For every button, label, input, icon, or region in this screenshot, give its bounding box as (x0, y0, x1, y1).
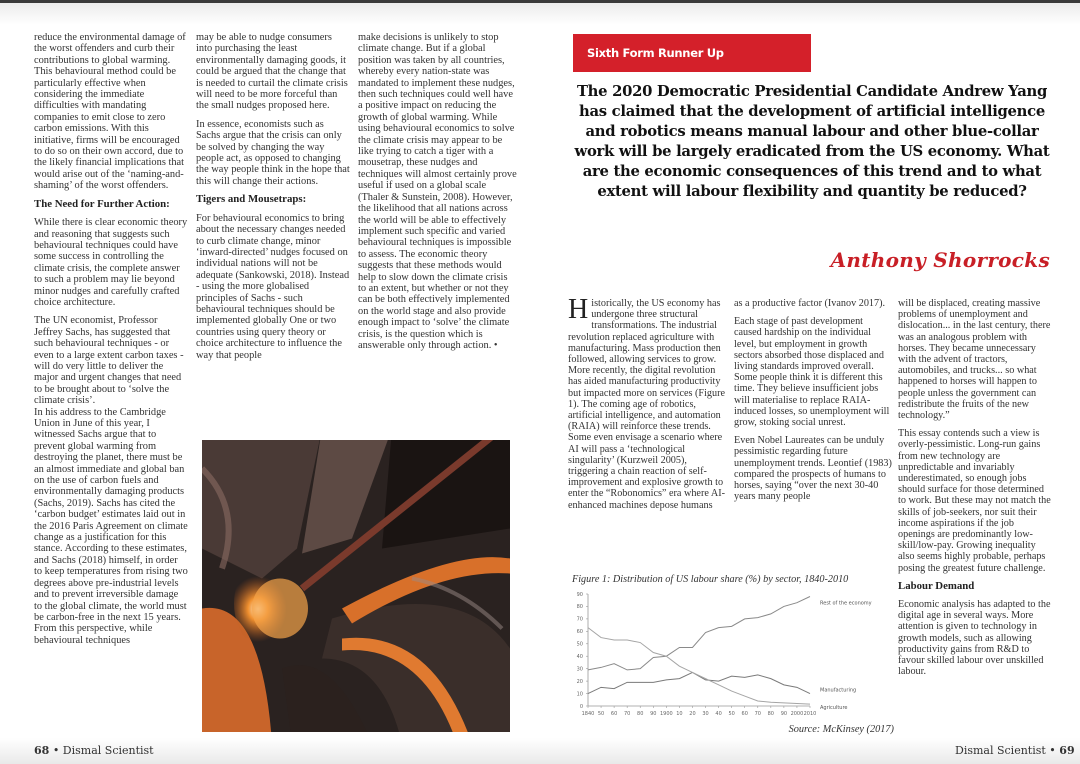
lava-photo (202, 440, 510, 732)
author-name: Anthony Shorrocks (830, 248, 1050, 272)
publication-title: Dismal Scientist • (955, 744, 1056, 757)
y-tick-label: 0 (579, 703, 583, 710)
x-tick-label: 60 (610, 711, 618, 717)
left-column-1 (34, 32, 188, 653)
x-tick-label: 30 (702, 711, 709, 717)
right-column-2 (734, 298, 892, 509)
x-tick-label: 90 (780, 711, 788, 717)
series-label: Manufacturing (820, 687, 857, 694)
series-label: Agriculture (820, 705, 848, 712)
y-tick-label: 60 (576, 629, 583, 636)
page-number: 68 (34, 744, 50, 757)
y-tick-label: 40 (576, 654, 583, 661)
y-tick-label: 30 (576, 666, 583, 673)
x-tick-label: 50 (597, 711, 605, 717)
paragraph: Each stage of past development caused hardship on the individual level, but employment in growth sectors absorbed those displaced and living standards improved overall. Some people think it is different this time. They believe insufficient jobs will materialise to replace RAIA-induced losses, so unemployment will grow, stoking social unrest. (734, 316, 890, 429)
paragraph: istorically, the US economy has undergone three structural transformations. The industrial revolution replaced agriculture with manufacturing. Mass production then followed, allowing services to grow. More recently, the digital revolution has aided manufacturing productivity but impacted more on services (Figure 1). The coming age of robotics, artificial intelligence, and automation (RAIA) will reinforce these trends. Some even envisage a scenario where AI will pass a ‘technological singularity’ (Kurzweil 2005), triggering a chain reaction of self-improvement and explosive growth to enter the “Robonomics” era where AI-enhanced machines depose humans (568, 298, 726, 511)
paragraph: reduce the environmental damage of the worst offenders and curb their contributions to global warming. This behavioural method could be particularly effective when considering the immediate difficulties with mandating companies to emit close to zero carbon emissions. With this initiative, firms will be encouraged to do so on their own accord, due to the likely financial implications that would arise out of the ‘naming-and-shaming’ of the worst offenders. (34, 32, 186, 192)
y-tick-label: 10 (576, 691, 583, 698)
section-heading-further-action: The Need for Further Action: (34, 197, 170, 210)
series-line-agriculture (588, 628, 810, 705)
paragraph: The UN economist, Professor Jeffrey Sachs, has suggested that such behavioural techniques - or even to a large extent carbon taxes - will do very little to deliver the major and urgent changes that need to be brought about to ‘solve the climate crisis’. (34, 315, 184, 407)
left-column-3 (358, 32, 518, 358)
x-tick-label: 2000 (790, 711, 804, 717)
page-bottom-shadow (0, 738, 1080, 764)
page-footer-left (34, 744, 154, 757)
figure-caption: Figure 1: Distribution of US labour share (%) by sector, 1840-2010 (572, 574, 849, 585)
x-tick-label: 1840 (581, 711, 595, 717)
lava-photo-image (202, 440, 510, 732)
essay-question-title: The 2020 Democratic Presidential Candidate Andrew Yang has claimed that the development of artificial intelligence and robotics means manual labour and other blue-collar work will be largely eradicated from the US economy. What are the economic consequences of this trend and to what extent will labour flexibility and quantity be reduced? (574, 83, 1050, 200)
paragraph: may be able to nudge consumers into purchasing the least environmentally damaging goods, it could be argued that the change that is needed to curtail the climate crisis will need to be more forceful than the small nudges proposed here. (196, 32, 348, 112)
x-tick-label: 40 (715, 711, 722, 717)
drop-cap: H (568, 294, 589, 325)
section-heading-tigers-mousetraps: Tigers and Mousetraps: (196, 193, 307, 206)
y-tick-label: 70 (576, 616, 583, 623)
paragraph: In his address to the Cambridge Union in June of this year, I witnessed Sachs argue that to prevent global warming from destroying the planet, there must be an almost immediate and global ban on the use of carbon fuels and environmentally damaging products (Sachs, 2019). Sachs has cited the ‘carbon budget’ estimates laid out in the 2016 Paris Agreement on climate change as a justification for this stance. According to these estimates, and Sachs (2018) himself, in order to keep temperatures from rising two degrees above pre-industrial levels and to prevent irreversible damage to the global climate, the world must be carbon-free in the next 15 years. From this perspective, while behavioural techniques (34, 406, 188, 646)
right-column-3 (898, 298, 1053, 685)
section-heading-labour-demand: Labour Demand (898, 579, 975, 592)
x-tick-label: 1900 (659, 711, 673, 717)
paragraph: For behavioural economics to bring about the necessary changes needed to curb climate change, minor ‘inward-directed’ nudges focused on individual nations will not be adequate (Sankowski, 2018). Instead - using the more globalised principles of Sachs - such behavioural techniques should be implemented globally One or two countries using query theory or choice architecture to influence the way that people (196, 212, 350, 361)
y-tick-label: 20 (576, 678, 583, 685)
x-tick-label: 80 (767, 711, 775, 717)
y-tick-label: 90 (576, 591, 583, 598)
paragraph: as a productive factor (Ivanov 2017). (734, 298, 886, 309)
series-line-rest-of-the-economy (588, 596, 810, 669)
paragraph: make decisions is unlikely to stop climate change. But if a global position was taken by all countries, whereby every nation-state was mandated to implement these nudges, then such techniques could well have a positive impact on reducing the growth of global warming. While using behavioural economics to solve the climate crisis may appear to be like trying to catch a tiger with a mousetrap, these nudges and techniques will almost certainly prove useful if used on a global scale (Thaler & Sunstein, 2008). However, the likelihood that all nations across the world will be able to effectively implement such specific and varied behavioural techniques is impossible to assess. The economic theory suggests that these methods would help to slow down the climate crisis to an extent, but whether or not they can be both effectively implemented on the world stage and also provide enough impact to ‘solve’ the climate crisis, is the question which is answerable only through action. • (358, 32, 517, 351)
y-tick-label: 50 (576, 641, 583, 648)
paragraph: While there is clear economic theory and reasoning that suggests such behavioural techniques could have some success in controlling the climate crisis, the complete answer to such a problem may lie beyond minor nudges and carefully crafted choice architecture. (34, 217, 188, 308)
page-number: 69 (1059, 744, 1075, 757)
page-top-shadow (0, 3, 1080, 25)
x-tick-label: 2010 (803, 711, 817, 717)
series-label: Rest of the economy (820, 600, 872, 607)
right-column-1 (568, 294, 728, 518)
paragraph: Economic analysis has adapted to the digital age in several ways. More attention is given to technology in growth models, such as allowing productivity gains from R&D to favour skilled labour over unskilled labour. (898, 599, 1051, 678)
x-tick-label: 90 (650, 711, 657, 717)
left-column-2 (196, 32, 350, 368)
y-tick-label: 80 (576, 604, 583, 611)
x-tick-label: 80 (637, 711, 644, 717)
paragraph: Even Nobel Laureates can be unduly pessimistic regarding future unemployment trends. Leontief (1983) compared the prospects of humans to horses, saying “over the next 30-40 years many people (734, 435, 892, 503)
paragraph: This essay contends such a view is overly-pessimistic. Long-run gains from new technology are unpredictable and invariably underestimated, so enough jobs should surface for those determined to work. But these may not match the skills of job-seekers, nor suit their income aspirations if the job openings are predominantly low-skill/low-pay. Growing inequality also seems highly probable, perhaps posing the greatest future challenge. (898, 428, 1051, 574)
figure-source: Source: McKinsey (2017) (788, 724, 894, 735)
x-tick-label: 50 (728, 711, 735, 717)
labour-share-chart (568, 588, 898, 720)
labour-share-chart-svg (568, 588, 898, 720)
x-tick-label: 70 (623, 711, 631, 717)
award-badge: Sixth Form Runner Up (573, 34, 811, 72)
publication-title: • Dismal Scientist (52, 744, 154, 757)
x-tick-label: 70 (754, 711, 761, 717)
x-tick-label: 60 (741, 711, 748, 717)
x-tick-label: 10 (676, 711, 683, 717)
paragraph: In essence, economists such as Sachs argue that the crisis can only be solved by changing the way people act, as opposed to changing the way people think in the hope that this will change their actions. (196, 118, 350, 187)
x-tick-label: 20 (689, 711, 696, 717)
page-footer-right (955, 744, 1075, 757)
paragraph: will be displaced, creating massive problems of unemployment and dislocation... in the last century, there was an analogous problem with horses. They became unnecessary with the advent of tractors, automobiles, and trucks... so what happened to horses will happen to people unless the government can redistribute the fruits of the new technology.” (898, 298, 1051, 422)
